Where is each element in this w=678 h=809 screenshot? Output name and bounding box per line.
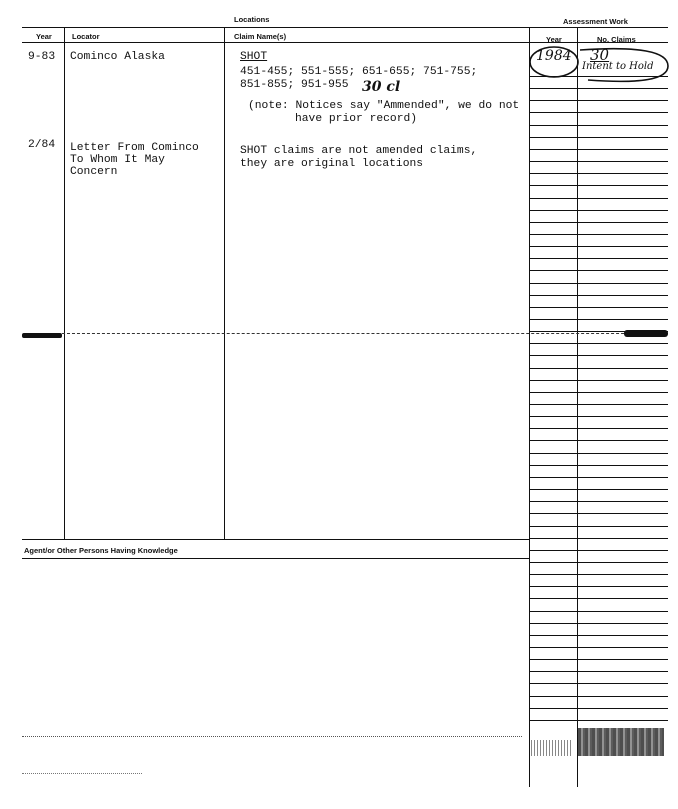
entry-1-claim-line-2: 851-855; 951-955 [240, 79, 349, 91]
assessment-rule-line [529, 671, 668, 672]
entry-1-year: 9-83 [28, 51, 56, 63]
agent-top-rule [22, 539, 529, 540]
assessment-rule-line [529, 696, 668, 697]
col-year-header: Year [36, 32, 52, 41]
assessment-rule-line [529, 538, 668, 539]
fold-line [62, 333, 664, 334]
assessment-rule-line [529, 501, 668, 502]
entry-1-locator: Cominco Alaska [70, 51, 165, 63]
entry-2-locator-line-3: Concern [70, 166, 118, 178]
assessment-rule-line [529, 416, 668, 417]
scan-artifact-line-1 [22, 736, 522, 737]
col-claim-names-header: Claim Name(s) [234, 32, 287, 41]
assessment-rule-line [529, 343, 668, 344]
assessment-rule-line [529, 173, 668, 174]
assessment-rule-line [529, 246, 668, 247]
entry-1-note-line-2: have prior record) [295, 113, 418, 125]
assessment-rule-line [529, 574, 668, 575]
entry-1-claim-title: SHOT [240, 51, 268, 63]
entry-2-claim-line-2: they are original locations [240, 158, 424, 170]
assessment-rule-line [529, 137, 668, 138]
entry-2-locator-line-2: To Whom It May [70, 154, 165, 166]
assessment-rule-line [529, 550, 668, 551]
assessment-rule-line [529, 198, 668, 199]
assessment-rule-line [529, 428, 668, 429]
agent-label: Agent/or Other Persons Having Knowledge [24, 546, 178, 555]
assessment-rule-line [529, 368, 668, 369]
assessment-rule-line [529, 307, 668, 308]
col-locator-header: Locator [72, 32, 100, 41]
assessment-rule-line [529, 295, 668, 296]
left-tab-mark [22, 333, 62, 338]
entry-2-locator-line-1: Letter From Cominco [70, 142, 199, 154]
assessment-rule-line [529, 270, 668, 271]
entry-2-claim-line-1: SHOT claims are not amended claims, [240, 145, 478, 157]
col-divider-locator [224, 27, 225, 539]
entry-2-year: 2/84 [28, 139, 56, 151]
assessment-rule-line [529, 708, 668, 709]
assessment-rule-line [529, 149, 668, 150]
assessment-rule-line [529, 453, 668, 454]
agent-bottom-rule [22, 558, 529, 559]
assessment-rule-line [529, 185, 668, 186]
locations-title: Locations [234, 15, 270, 24]
assessment-rule-line [529, 598, 668, 599]
assessment-rule-line [529, 611, 668, 612]
col-divider-claims [529, 27, 530, 787]
assessment-rule-line [529, 586, 668, 587]
assessment-rule-line [529, 234, 668, 235]
assessment-rule-line [529, 100, 668, 101]
entry-1-handwritten-total: 30 cl [362, 79, 401, 95]
assessment-claims-note-handwritten: Intent to Hold [582, 61, 654, 72]
assessment-rule-line [529, 161, 668, 162]
right-tab-mark [624, 330, 668, 337]
assessment-rule-line [529, 440, 668, 441]
assessment-rule-line [529, 465, 668, 466]
assessment-rule-line [529, 258, 668, 259]
assessment-rule-line [529, 380, 668, 381]
assessment-rule-line [529, 210, 668, 211]
assessment-rule-line [529, 283, 668, 284]
col-divider-assessment [577, 27, 578, 787]
assessment-rule-line [529, 683, 668, 684]
assessment-year-handwritten: 1984 [536, 48, 572, 64]
entry-1-claim-line-1: 451-455; 551-555; 651-655; 751-755; [240, 66, 478, 78]
assessment-work-title: Assessment Work [563, 17, 628, 26]
col-no-claims-header: No. Claims [597, 35, 636, 44]
assessment-rule-line [529, 720, 668, 721]
assessment-rule-line [529, 477, 668, 478]
header-top-rule [22, 27, 668, 28]
assessment-rule-line [529, 355, 668, 356]
scan-artifact-line-2 [22, 773, 142, 774]
assessment-rule-line [529, 526, 668, 527]
col-assessment-year-header: Year [546, 35, 562, 44]
entry-1-note-line-1: (note: Notices say "Ammended", we do not [248, 100, 520, 112]
assessment-rule-line [529, 112, 668, 113]
assessment-rule-line [529, 489, 668, 490]
col-divider-year [64, 27, 65, 539]
assessment-rule-line [529, 222, 668, 223]
assessment-rule-line [529, 392, 668, 393]
assessment-rule-line [529, 513, 668, 514]
scan-noise-block [578, 728, 664, 756]
assessment-rule-line [529, 647, 668, 648]
assessment-rule-line [529, 125, 668, 126]
assessment-rule-line [529, 404, 668, 405]
assessment-claims-handwritten: 30 [590, 46, 610, 64]
assessment-rule-line [529, 659, 668, 660]
scan-noise-block-2 [531, 740, 571, 756]
assessment-rule-line [529, 623, 668, 624]
assessment-rule-line [529, 319, 668, 320]
assessment-rule-line [529, 635, 668, 636]
assessment-rule-line [529, 562, 668, 563]
